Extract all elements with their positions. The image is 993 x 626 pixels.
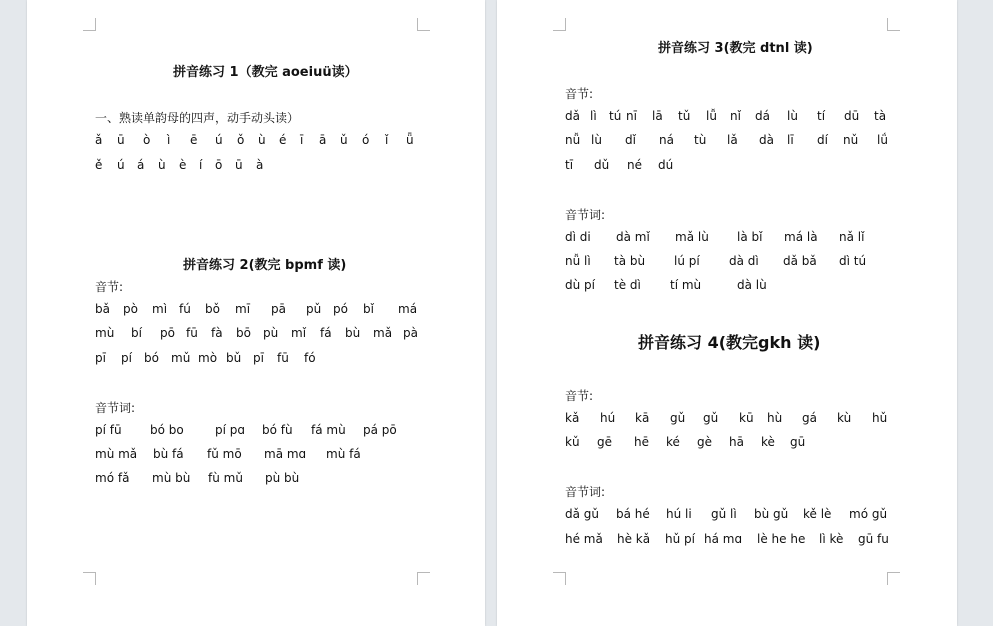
word: dǎ bǎ: [783, 254, 817, 268]
page-corner-mark: [887, 18, 900, 31]
vowel: í: [199, 158, 203, 172]
syllable: bǒ: [205, 302, 220, 316]
word: bó fù: [262, 423, 293, 437]
syllable: gè: [697, 435, 712, 449]
syllable: bǎ: [95, 302, 110, 316]
syllable: mǐ: [291, 326, 307, 340]
syllable: pā: [271, 302, 286, 316]
word: dì tú: [839, 254, 867, 268]
word: tè dì: [614, 278, 641, 292]
syllable: gē: [597, 435, 612, 449]
syllable: kù: [837, 411, 852, 425]
syllable: tú: [609, 109, 622, 123]
syllable: lā: [652, 109, 663, 123]
vowel: ú: [117, 158, 125, 172]
syllable: dǐ: [625, 133, 636, 147]
word: hǔ pí: [665, 532, 695, 546]
syllable: hú: [600, 411, 616, 425]
page-corner-mark: [553, 18, 566, 31]
word: dà dì: [729, 254, 759, 268]
vowel: ū: [235, 158, 243, 172]
word: mó fǎ: [95, 471, 130, 485]
syllable: nǔ: [843, 133, 859, 147]
syllable: lǚ: [706, 109, 717, 123]
vowel: ì: [167, 133, 171, 147]
syllable: fū: [277, 351, 289, 365]
page-corner-mark: [83, 18, 96, 31]
syllable: pó: [333, 302, 348, 316]
syllable-label: 音节:: [565, 87, 594, 101]
syllable: hǔ: [872, 411, 888, 425]
syllable: lì: [590, 109, 597, 123]
syllable: gá: [802, 411, 817, 425]
word: bó bo: [150, 423, 184, 437]
word: lè he he: [757, 532, 806, 546]
syllable: tù: [694, 133, 707, 147]
word: lú pí: [674, 254, 700, 268]
vowel: ū: [117, 133, 125, 147]
syllable: mù: [95, 326, 115, 340]
syllable-label: 音节:: [565, 389, 594, 403]
syllable: kè: [761, 435, 775, 449]
page-corner-mark: [83, 572, 96, 585]
syllable: nǐ: [730, 109, 741, 123]
syllable: kǎ: [565, 411, 580, 425]
syllable: pī: [95, 351, 106, 365]
word: há mɑ: [704, 532, 743, 546]
syllable: nī: [626, 109, 637, 123]
syllable: kā: [635, 411, 650, 425]
word: dà lù: [737, 278, 767, 292]
word: tà bù: [614, 254, 646, 268]
syllable: kū: [739, 411, 754, 425]
word: bù gǔ: [754, 507, 789, 521]
syllable: pí: [121, 351, 132, 365]
syllable: mǔ: [171, 351, 191, 365]
vowel: ō: [215, 158, 223, 172]
syllable: lǎ: [727, 133, 738, 147]
vowel: á: [137, 158, 145, 172]
page-corner-mark: [887, 572, 900, 585]
syllable: pò: [123, 302, 138, 316]
syllable: bù: [345, 326, 361, 340]
syllable: mì: [152, 302, 168, 316]
syllable: ná: [659, 133, 674, 147]
word: bù fá: [153, 447, 184, 461]
vowel: ǎ: [95, 133, 103, 147]
word: gǔ lì: [711, 507, 737, 521]
exercise1-instruction: 一、熟读单韵母的四声，动手动头读）: [95, 111, 300, 125]
word: lì kè: [819, 532, 844, 546]
vowel: ǖ: [406, 133, 414, 147]
syllable: fà: [211, 326, 223, 340]
word: mù bù: [152, 471, 191, 485]
page-corner-mark: [417, 572, 430, 585]
word: mǎ lù: [675, 230, 709, 244]
syllable: pù: [263, 326, 279, 340]
syllable: gǔ: [703, 411, 719, 425]
syllable: fú: [179, 302, 191, 316]
vowel: è: [179, 158, 187, 172]
syllable: lù: [787, 109, 798, 123]
word: fǔ mō: [207, 447, 242, 461]
word: kě lè: [803, 507, 832, 521]
syllable: mò: [198, 351, 218, 365]
document-page-2: [497, 0, 957, 626]
syllable: gǔ: [670, 411, 686, 425]
vowel: ù: [258, 133, 266, 147]
syllable: bó: [144, 351, 159, 365]
word: mó gǔ: [849, 507, 888, 521]
exercise2-title: 拼音练习 2(教完 bpmf 读): [183, 258, 347, 273]
syllable: tǔ: [678, 109, 691, 123]
word: hè kǎ: [617, 532, 651, 546]
word: pá pō: [363, 423, 397, 437]
vowel: ó: [362, 133, 370, 147]
syllable: dú: [658, 158, 674, 172]
document-page-1: [27, 0, 485, 626]
syllable: hā: [729, 435, 744, 449]
syllable: hù: [767, 411, 783, 425]
word: nǚ lì: [565, 254, 591, 268]
word: dà mǐ: [616, 230, 650, 244]
syllable: dǎ: [565, 109, 580, 123]
vowel: ù: [158, 158, 166, 172]
syllable: bǐ: [363, 302, 374, 316]
syllable: lī: [787, 133, 794, 147]
syllable: fó: [304, 351, 316, 365]
syllable: lǘ: [877, 133, 888, 147]
syllable: mī: [235, 302, 251, 316]
word: mù fá: [326, 447, 361, 461]
vowel: ī: [300, 133, 304, 147]
word: mù mǎ: [95, 447, 138, 461]
page-corner-mark: [553, 572, 566, 585]
syllable: dū: [844, 109, 860, 123]
vowel: ǒ: [237, 133, 245, 147]
vowel: ú: [215, 133, 223, 147]
word: fá mù: [311, 423, 346, 437]
syllable: gū: [790, 435, 806, 449]
word-label: 音节词:: [565, 485, 606, 499]
word-label: 音节词:: [565, 208, 606, 222]
vowel: ě: [95, 158, 103, 172]
word: nǎ lǐ: [839, 230, 865, 244]
exercise4-title: 拼音练习 4(教完gkh 读): [638, 333, 821, 352]
vowel: ǔ: [340, 133, 348, 147]
syllable: dí: [817, 133, 828, 147]
vowel: ǐ: [385, 133, 389, 147]
syllable: bí: [131, 326, 142, 340]
syllable: fū: [186, 326, 198, 340]
vowel: ò: [143, 133, 151, 147]
word: bá hé: [616, 507, 650, 521]
word: má là: [784, 230, 818, 244]
word: dù pí: [565, 278, 595, 292]
word: pù bù: [265, 471, 300, 485]
exercise3-title: 拼音练习 3(教完 dtnl 读): [658, 41, 813, 56]
vowel: é: [279, 133, 287, 147]
word: tí mù: [670, 278, 702, 292]
syllable: bō: [236, 326, 251, 340]
syllable: tī: [565, 158, 574, 172]
syllable: tí: [817, 109, 826, 123]
word: hú li: [666, 507, 692, 521]
syllable: dá: [755, 109, 770, 123]
word-label: 音节词:: [95, 401, 136, 415]
syllable: dà: [759, 133, 774, 147]
syllable-label: 音节:: [95, 280, 124, 294]
syllable: nǚ: [565, 133, 581, 147]
word: dì di: [565, 230, 591, 244]
syllable: bǔ: [226, 351, 242, 365]
syllable: pī: [253, 351, 264, 365]
vowel: ā: [319, 133, 327, 147]
word: gū fu: [858, 532, 889, 546]
syllable: lù: [591, 133, 602, 147]
exercise1-title: 拼音练习 1（教完 aoeiuü读）: [173, 65, 358, 80]
word: pí fū: [95, 423, 122, 437]
syllable: kǔ: [565, 435, 580, 449]
syllable: né: [627, 158, 642, 172]
syllable: pō: [160, 326, 175, 340]
syllable: pǔ: [306, 302, 322, 316]
word: fù mǔ: [208, 471, 243, 485]
syllable: hē: [634, 435, 649, 449]
page-corner-mark: [417, 18, 430, 31]
syllable: mǎ: [373, 326, 393, 340]
word: là bǐ: [737, 230, 763, 244]
syllable: má: [398, 302, 418, 316]
syllable: ké: [666, 435, 680, 449]
word: mā mɑ: [264, 447, 307, 461]
word: pí pɑ: [215, 423, 245, 437]
vowel: ē: [190, 133, 198, 147]
vowel: à: [256, 158, 264, 172]
syllable: fá: [320, 326, 332, 340]
word: dǎ gǔ: [565, 507, 600, 521]
syllable: dǔ: [594, 158, 610, 172]
word: hé mǎ: [565, 532, 603, 546]
syllable: tà: [874, 109, 887, 123]
syllable: pà: [403, 326, 418, 340]
